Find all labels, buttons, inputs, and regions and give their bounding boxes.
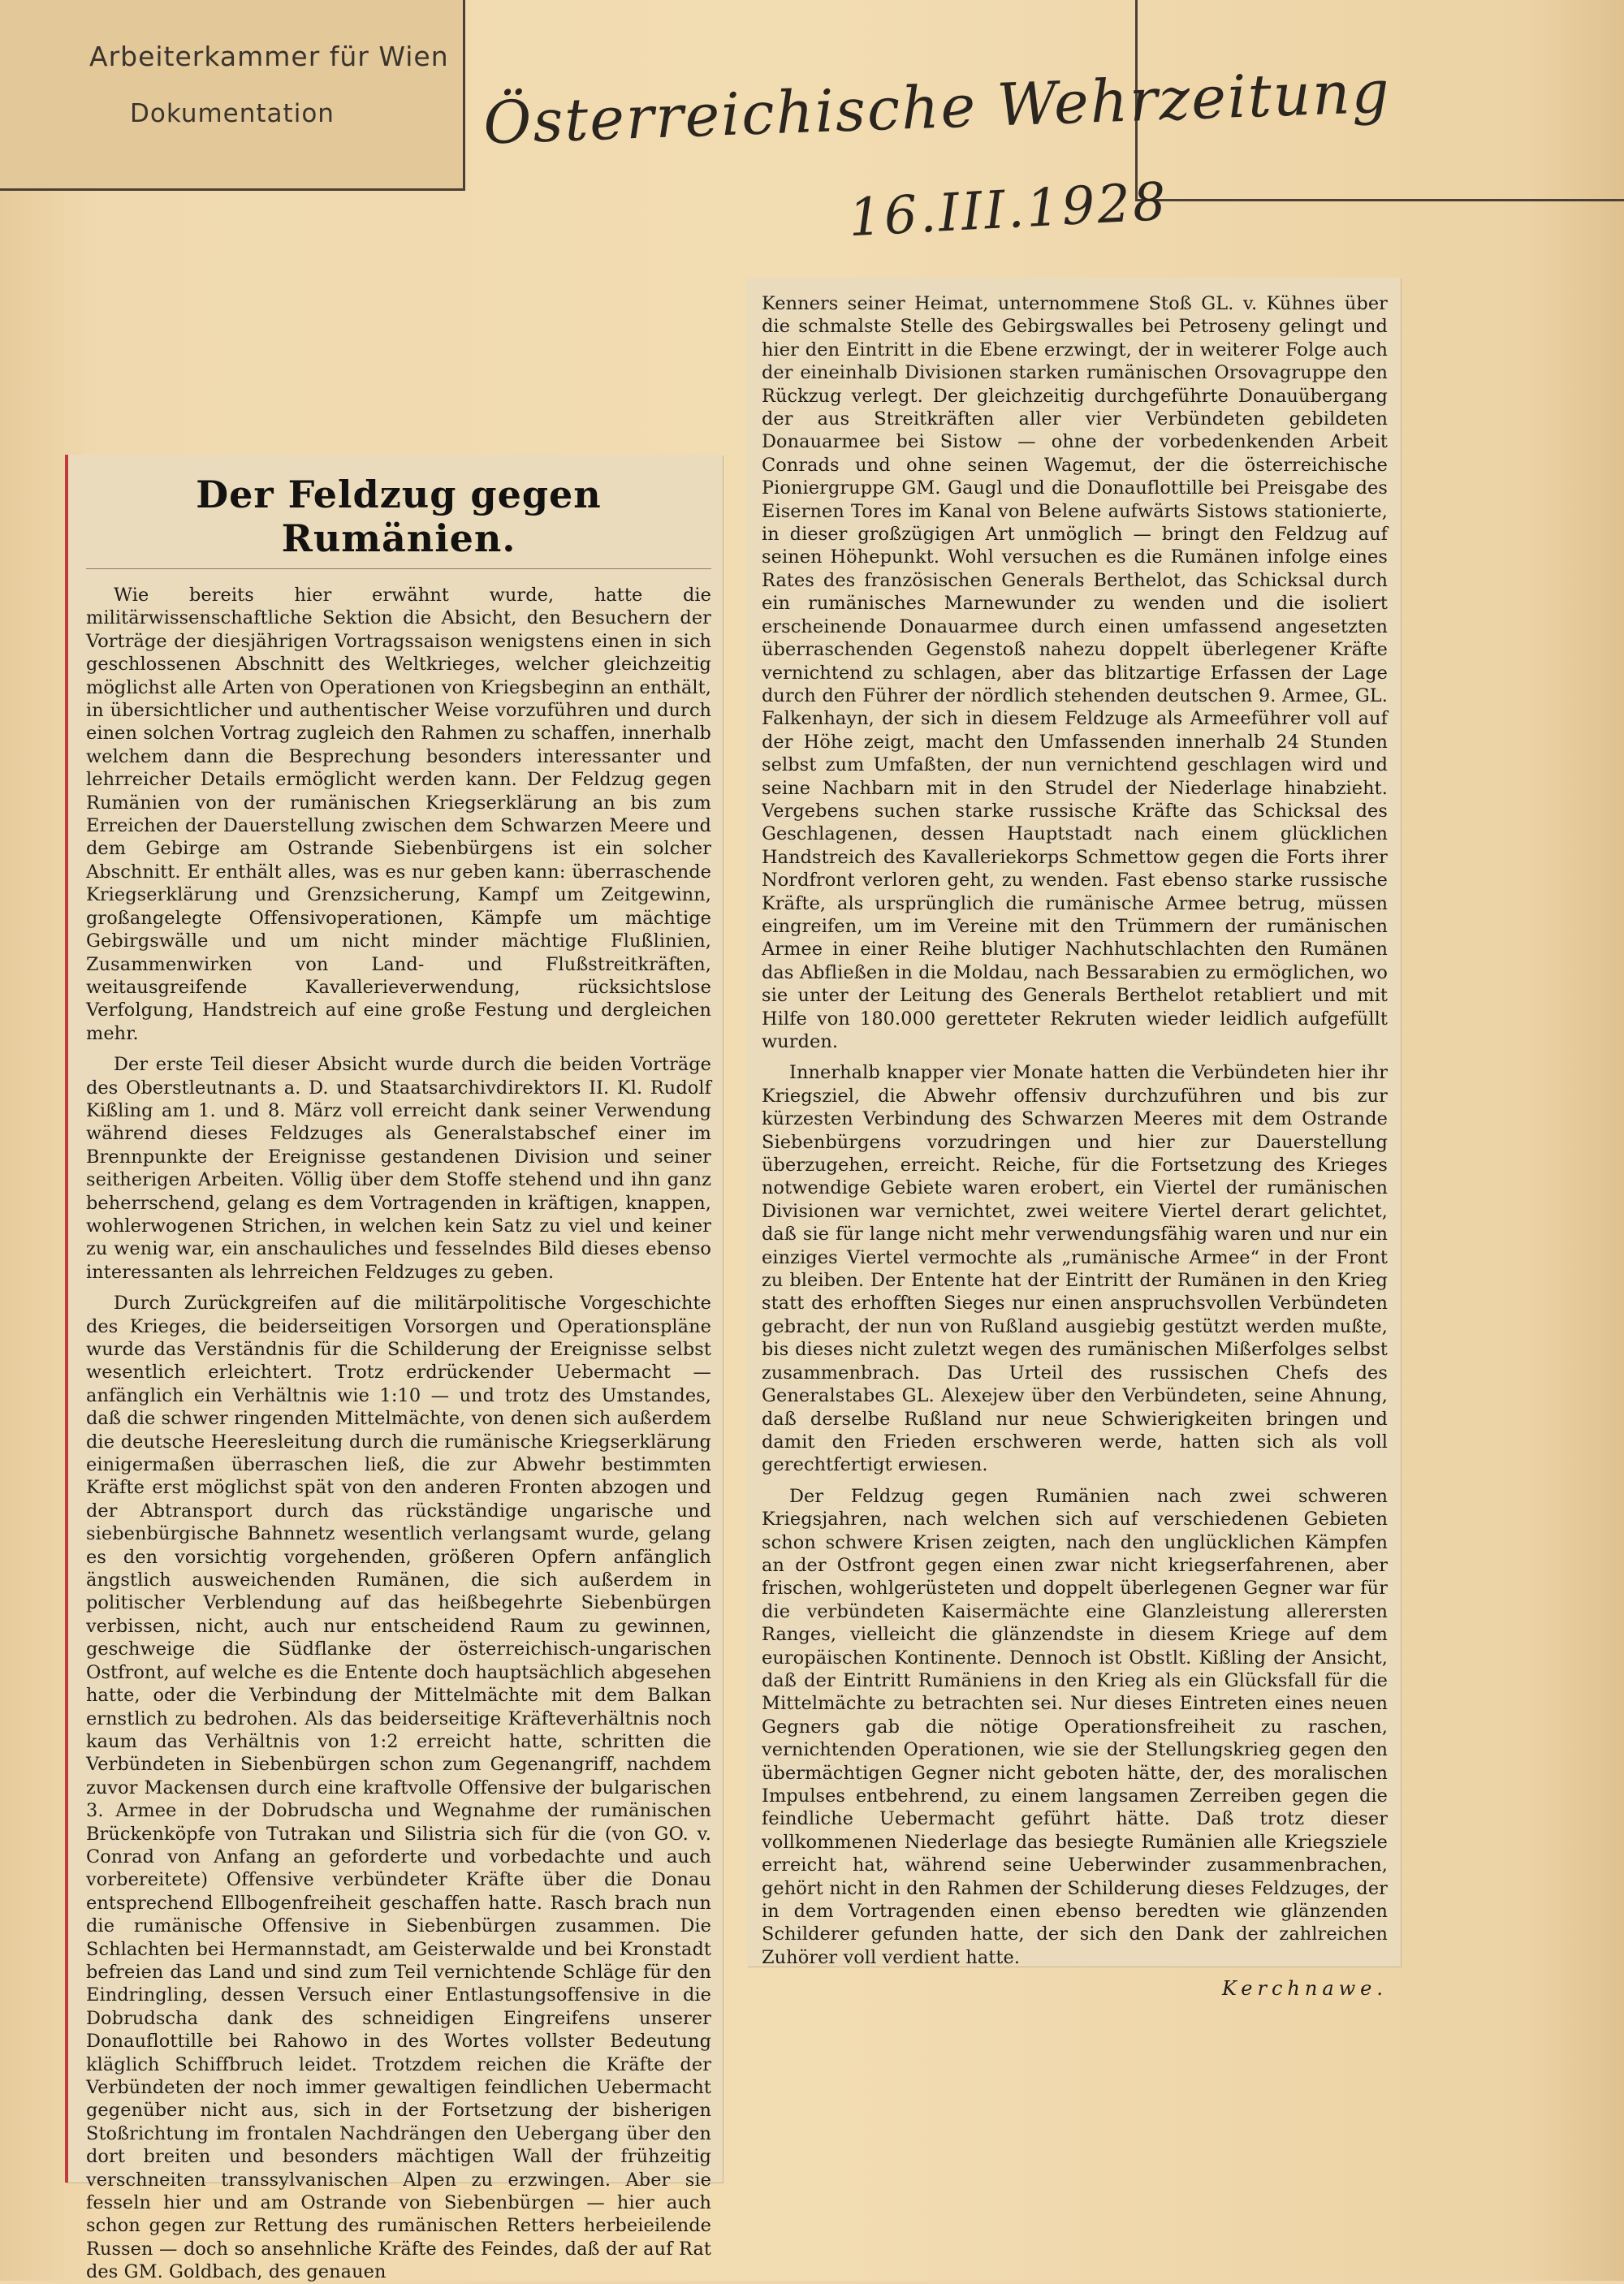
handwritten-date: 16.III.1928 [847, 171, 1170, 249]
article-paragraph: Der erste Teil dieser Absicht wurde durch die beiden Vorträge des Oberstleutnants a. D. und Staatsarchivdirektors II. Kl. Rudolf Kißling am 1. und 8. März voll erreicht dank seiner Verwendung während dieses Feldzuges als Generalstabschef einer im Brennpunkte der Ereignisse gestandenen Division und seiner seitherigen Arbeiten. Völlig über dem Stoffe stehend und ihn ganz beherrschend, gelang es dem Vortragenden in kräftigen, knappen, wohlerwogenen Strichen, in welchen kein Satz zu viel und keiner zu wenig war, ein anschauliches und fesselndes Bild dieses ebenso interessanten als lehrreichen Feldzuges zu geben. [86, 1054, 711, 1283]
archive-stamp [0, 0, 465, 191]
article-paragraph: Wie bereits hier erwähnt wurde, hatte die militärwissenschaftliche Sektion die Absicht, den Besuchern der Vorträge der diesjährigen Vortragssaison wenigstens einen in sich geschlossenen Abschnitt des Weltkrieges, welcher gleichzeitig möglichst alle Arten von Operationen von Kriegsbeginn an enthält, in übersichtlicher und authentischer Weise vorzuführen und durch einen solchen Vortrag zugleich den Rahmen zu schaffen, innerhalb welchem dann die Besprechung besonders interessanter und lehrreicher Details ermöglicht werden kann. Der Feldzug gegen Rumänien von der rumänischen Kriegserklärung an bis zum Erreichen der Dauerstellung zwischen dem Schwarzen Meere und dem Gebirge am Ostrande Siebenbürgens ist ein solcher Abschnitt. Er enthält alles, was es nur geben kann: überraschende Kriegserklärung und Grenzsicherung, Kampf um Zeitgewinn, großangelegte Offensivoperationen, Kämpfe um mächtige Gebirgswälle und um nicht minder mächtige Flußlinien, Zusammenwirken von Land- und Flußstreitkräften, weitausgreifende Kavallerieverwendung, rücksichtslose Verfolgung, Handstreich auf eine große Festung und dergleichen mehr. [86, 585, 711, 1044]
clipping-left-column [65, 455, 723, 2283]
article-headline: Der Feldzug gegen Rumänien. [86, 473, 711, 569]
clipping-right-column [747, 278, 1401, 2001]
article-paragraph: Kenners seiner Heimat, unternommene Stoß GL. v. Kühnes über die schmalste Stelle des Gebirgswalles bei Petroseny gelingt und hier den Eintritt in die Ebene erzwingt, der in weiterer Folge auch der eineinhalb Divisionen starken rumänischen Orsovagruppe den Rückzug verlegt. Der gleichzeitig durchgeführte Donauübergang der aus Streitkräften aller vier Verbündeten gebildeten Donauarmee bei Sistow — ohne der vorbedenkenden Arbeit Conrads und ohne seinen Wagemut, der die österreichische Pioniergruppe GM. Gaugl und die Donauflottille bei Preisgabe des Eisernen Tores im Kanal von Belene aufwärts Sistows stationierte, in dieser großzügigen Art unmöglich — bringt den Feldzug auf seinen Höhepunkt. Wohl versuchen es die Rumänen infolge eines Rates des französischen Generals Berthelot, das Schicksal durch ein rumänisches Marnewunder zu wenden und die isoliert erscheinende Donauarmee durch einen umfassend angesetzten überraschenden Gegenstoß nahezu doppelt überlegener Kräfte vernichtend zu schlagen, aber das blitzartige Erfassen der Lage durch den Führer der nördlich stehenden deutschen 9. Armee, GL. Falkenhayn, der sich in diesem Feldzuge als Armeeführer voll auf der Höhe zeigt, macht den Umfassenden innerhalb 24 Stunden selbst zum Umfaßten, der nun vernichtend geschlagen wird und seine Nachbarn mit in den Strudel der Niederlage hinabzieht. Vergebens suchen starke russische Kräfte das Schicksal des Geschlagenen, dessen Hauptstadt nach einem glücklichen Handstreich des Kavalleriekorps Schmettow gegen die Forts ihrer Nordfront verloren geht, zu wenden. Fast ebenso starke russische Kräfte, als ursprünglich die rumänische Armee betrug, müssen eingreifen, um im Vereine mit den Trümmern der rumänischen Armee in einer Reihe blutiger Nachhutschlachten den Rumänen das Abfließen in die Moldau, nach Bessarabien zu ermöglichen, wo sie unter der Leitung des Generals Berthelot retabliert und mit Hilfe von 180.000 geretteter Rekruten wieder leidlich aufgefüllt wurden. [762, 293, 1388, 1052]
handwritten-newspaper-name: Österreichische Wehrzeitung [482, 57, 1392, 158]
stamp-institution: Arbeiterkammer für Wien [89, 41, 449, 72]
stamp-department: Dokumentation [130, 99, 335, 128]
article-paragraph: Der Feldzug gegen Rumänien nach zwei schweren Kriegsjahren, nach welchen sich auf verschiedenen Gebieten schon schwere Krisen zeigten, nach den unglücklichen Kämpfen an der Ostfront gegen einen zwar nicht kriegserfahrenen, aber frischen, wohlgerüsteten und doppelt überlegenen Gegner war für die verbündeten Kaisermächte eine Glanzleistung allerersten Ranges, vielleicht die glänzendste in diesem Kriege auf dem europäischen Kontinente. Dennoch ist Obstlt. Kißling der Ansicht, daß der Eintritt Rumäniens in den Krieg als ein Glücksfall für die Mittelmächte zu betrachten sei. Nur dieses Eintreten eines neuen Gegners gab die nötige Operationsfreiheit zu raschen, vernichtenden Operationen, wie sie der Stellungskrieg gegen den übermächtigen Gegner nicht geboten hätte, der, des moralischen Impulses entbehrend, zu einem langsamen Zerreiben gegen die feindliche Uebermacht geführt hätte. Daß trotz dieser vollkommenen Niederlage das besiegte Rumänien alle Kriegsziele erreicht hat, während seine Ueberwinder zusammenbrachen, gehört nicht in den Rahmen der Schilderung dieses Feldzuges, der in dem Vortragenden einen ebenso beredten wie glänzenden Schilderer gefunden hatte, der sich den Dank der zahlreichen Zuhörer voll verdient hatte. [762, 1485, 1388, 1968]
article-author: Kerchnawe. [1222, 1977, 1388, 2001]
article-paragraph: Durch Zurückgreifen auf die militärpolitische Vorgeschichte des Krieges, die beiderseitigen Vorsorgen und Operationspläne wurde das Verständnis für die Schilderung der Ereignisse selbst wesentlich erleichtert. Trotz erdrückender Uebermacht — anfänglich ein Verhältnis wie 1:10 — und trotz des Umstandes, daß die schwer ringenden Mittelmächte, von denen sich außerdem die deutsche Heeresleitung durch die rumänische Kriegserklärung einigermaßen überraschen ließ, die zur Abwehr bestimmten Kräfte erst möglichst spät von den anderen Fronten abzogen und der Abtransport durch das rückständige ungarische und siebenbürgische Bahnnetz wesentlich verlangsamt wurde, gelang es den vorsichtig vorgehenden, größeren Opfern anfänglich ängstlich ausweichenden Rumänen, die sich außerdem in politischer Verblendung auf das heißbegehrte Siebenbürgen verbissen, nicht, auch nur entscheidend Raum zu gewinnen, geschweige die Südflanke der österreichisch-ungarischen Ostfront, auf welche es die Entente doch hauptsächlich abgesehen hatte, oder die Verbindung der Mittelmächte mit dem Balkan ernstlich zu bedrohen. Als das beiderseitige Kräfteverhältnis noch kaum das Verhältnis von 1:2 erreicht hatte, schritten die Verbündeten in Siebenbürgen schon zum Gegenangriff, nachdem zuvor Mackensen durch eine kraftvolle Offensive der bulgarischen 3. Armee in der Dobrudscha und Wegnahme der rumänischen Brückenköpfe von Tutrakan und Silistria sich für die (von GO. v. Conrad von Anfang an geforderte und vorbedachte und auch vorbereitete) Offensive verbündeter Kräfte über die Donau entsprechend Ellbogenfreiheit geschaffen hatte. Rasch brach nun die rumänische Offensive in Siebenbürgen zusammen. Die Schlachten bei Hermannstadt, am Geisterwalde und bei Kronstadt befreien das Land und sind zum Teil vernichtende Schläge für den Eindringling, dessen Versuch einer Entlastungsoffensive in die Dobrudscha dank des schneidigen Eingreifens unserer Donauflottille bei Rahowo in des Wortes vollster Bedeutung kläglich Schiffbruch leidet. Trotzdem reichen die Kräfte der Verbündeten der noch immer gewaltigen feindlichen Uebermacht gegenüber nicht aus, sich in der Fortsetzung der bisherigen Stoßrichtung im frontalen Nachdrängen den Uebergang über den dort breiten und besonders mächtigen Wall der frühzeitig verschneiten transsylvanischen Alpen zu erzwingen. Aber sie fesseln hier und am Ostrande von Siebenbürgen — hier auch schon gegen zur Rettung des rumänischen Retters herbeieilende Russen — doch so ansehnliche Kräfte des Feindes, daß der auf Rat des GM. Goldbach, des genauen [86, 1293, 711, 2283]
article-paragraph: Innerhalb knapper vier Monate hatten die Verbündeten hier ihr Kriegsziel, die Abwehr offensiv durchzuführen und bis zur kürzesten Verbindung des Schwarzen Meeres mit dem Ostrande Siebenbürgens vorzudringen und hier zur Dauerstellung überzugehen, erreicht. Reiche, für die Fortsetzung des Krieges notwendige Gebiete waren erobert, ein Viertel der rumänischen Divisionen war vernichtet, zwei weitere Viertel derart gelichtet, daß sie für lange nicht mehr verwendungsfähig waren und nur ein einziges Viertel vermochte als „rumänische Armee“ in der Front zu bleiben. Der Entente hat der Eintritt der Rumänen in den Krieg statt des erhofften Sieges nur einen anspruchsvollen Verbündeten gebracht, der nun von Rußland ausgiebig gestützt werden mußte, bis dieses nicht zuletzt wegen des rumänischen Mißerfolges selbst zusammenbrach. Das Urteil des russischen Chefs des Generalstabes GL. Alexejew über den Verbündeten, seine Ahnung, daß derselbe Rußland nur neue Schwierigkeiten bringen und damit den Frieden erschweren werde, hatten sich als voll gerechtfertigt erwiesen. [762, 1062, 1388, 1476]
